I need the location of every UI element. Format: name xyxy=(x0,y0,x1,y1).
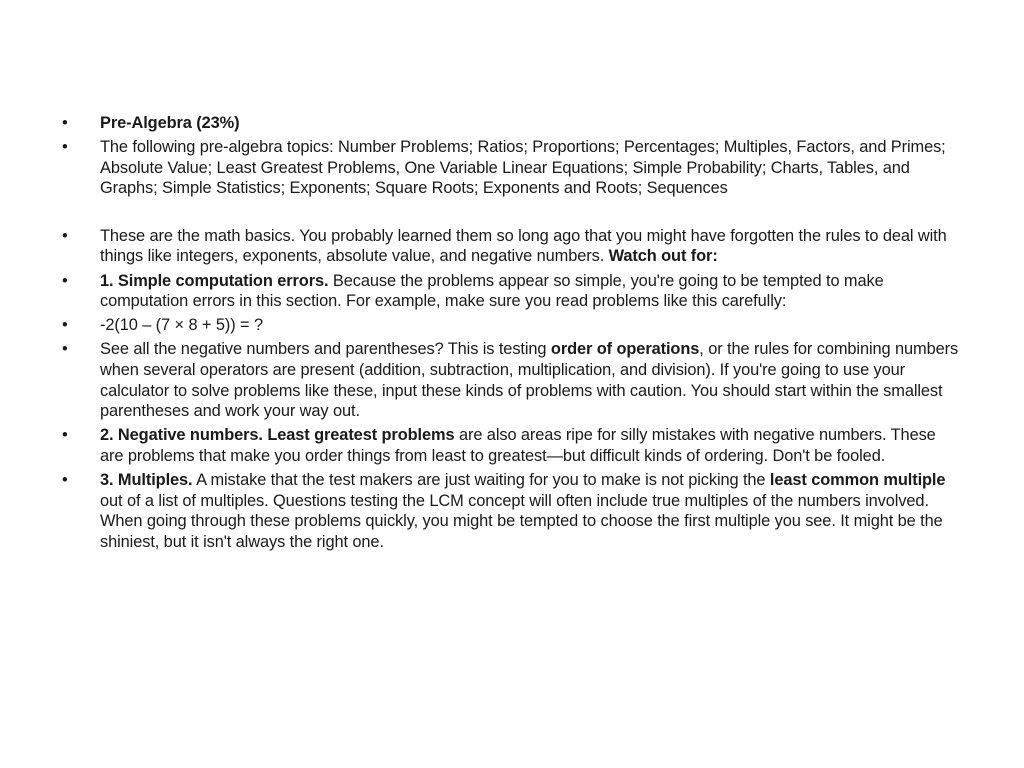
bullet-topics-list xyxy=(62,137,962,199)
math-expression: -2(10 – (7 × 8 + 5)) = ? xyxy=(100,316,263,335)
bullet-example-expression xyxy=(62,315,962,336)
bullet-text: , or the rules for combining numbers when several operators are present (addition, subtraction, multiplication, and division). If you're going to use your calculator to solve problems like these, input these kinds of problems with caution. You should start within the smallest parentheses and work your way out. xyxy=(100,340,959,421)
section-heading: Pre-Algebra (23%) xyxy=(100,114,240,132)
bullet-bold-text: 1. Simple computation errors. xyxy=(100,271,329,290)
bullet-order-of-operations xyxy=(62,339,962,421)
bullet-marker: • xyxy=(62,426,68,445)
bullet-marker: • xyxy=(62,114,68,132)
bullet-marker: • xyxy=(62,316,68,335)
bullet-text: These are the math basics. You probably learned them so long ago that you might have forgotten the rules to deal with things like integers, exponents, absolute value, and negative numbers. xyxy=(100,226,947,266)
bullet-math-basics xyxy=(62,226,962,267)
bullet-text: Because the problems appear so simple, you're going to be tempted to make computation errors in this section. For example, make sure you read problems like this carefully: xyxy=(100,271,884,311)
bullet-marker: • xyxy=(62,226,68,245)
bullet-text: out of a list of multiples. Questions testing the LCM concept will often include true multiples of the numbers involved. When going through these problems quickly, you might be tempted to choose the first multiple you see. It might be the shiniest, but it isn't always the right one. xyxy=(100,491,943,551)
bullet-computation-errors xyxy=(62,271,962,312)
bullet-text: are also areas ripe for silly mistakes with negative numbers. These are problems that make you order things from least to greatest—but difficult kinds of ordering. Don't be fooled. xyxy=(100,426,936,465)
bullet-pre-algebra-heading xyxy=(62,113,962,134)
bullet-bold-text: 2. Negative numbers. Least greatest problems xyxy=(100,426,455,445)
bullet-marker: • xyxy=(62,470,68,489)
bullet-bold-text: least common multiple xyxy=(769,470,946,489)
bullet-bold-text: 3. Multiples. xyxy=(100,470,193,489)
bullet-text: The following pre-algebra topics: Number Problems; Ratios; Proportions; Percentages; Multiples, Factors, and Primes; Absolute Value; Least Greatest Problems, One Variable Linear Equations; Simple Probability; Charts, Tables, and Graphs; Simple Statistics; Exponents; Square Roots; Exponents and Roots; Sequences xyxy=(100,138,946,198)
bullet-negative-numbers xyxy=(62,425,962,466)
bullet-marker: • xyxy=(62,138,68,157)
bullet-bold-text: order of operations xyxy=(550,340,700,359)
bullet-bold-text: Watch out for: xyxy=(608,247,718,266)
bullet-text: See all the negative numbers and parentheses? This is testing xyxy=(100,340,551,359)
bullet-marker: • xyxy=(62,271,68,290)
bullet-list xyxy=(62,113,962,556)
bullet-multiples xyxy=(62,470,962,552)
bullet-marker: • xyxy=(62,340,68,359)
bullet-text: A mistake that the test makers are just waiting for you to make is not picking the xyxy=(192,470,770,489)
